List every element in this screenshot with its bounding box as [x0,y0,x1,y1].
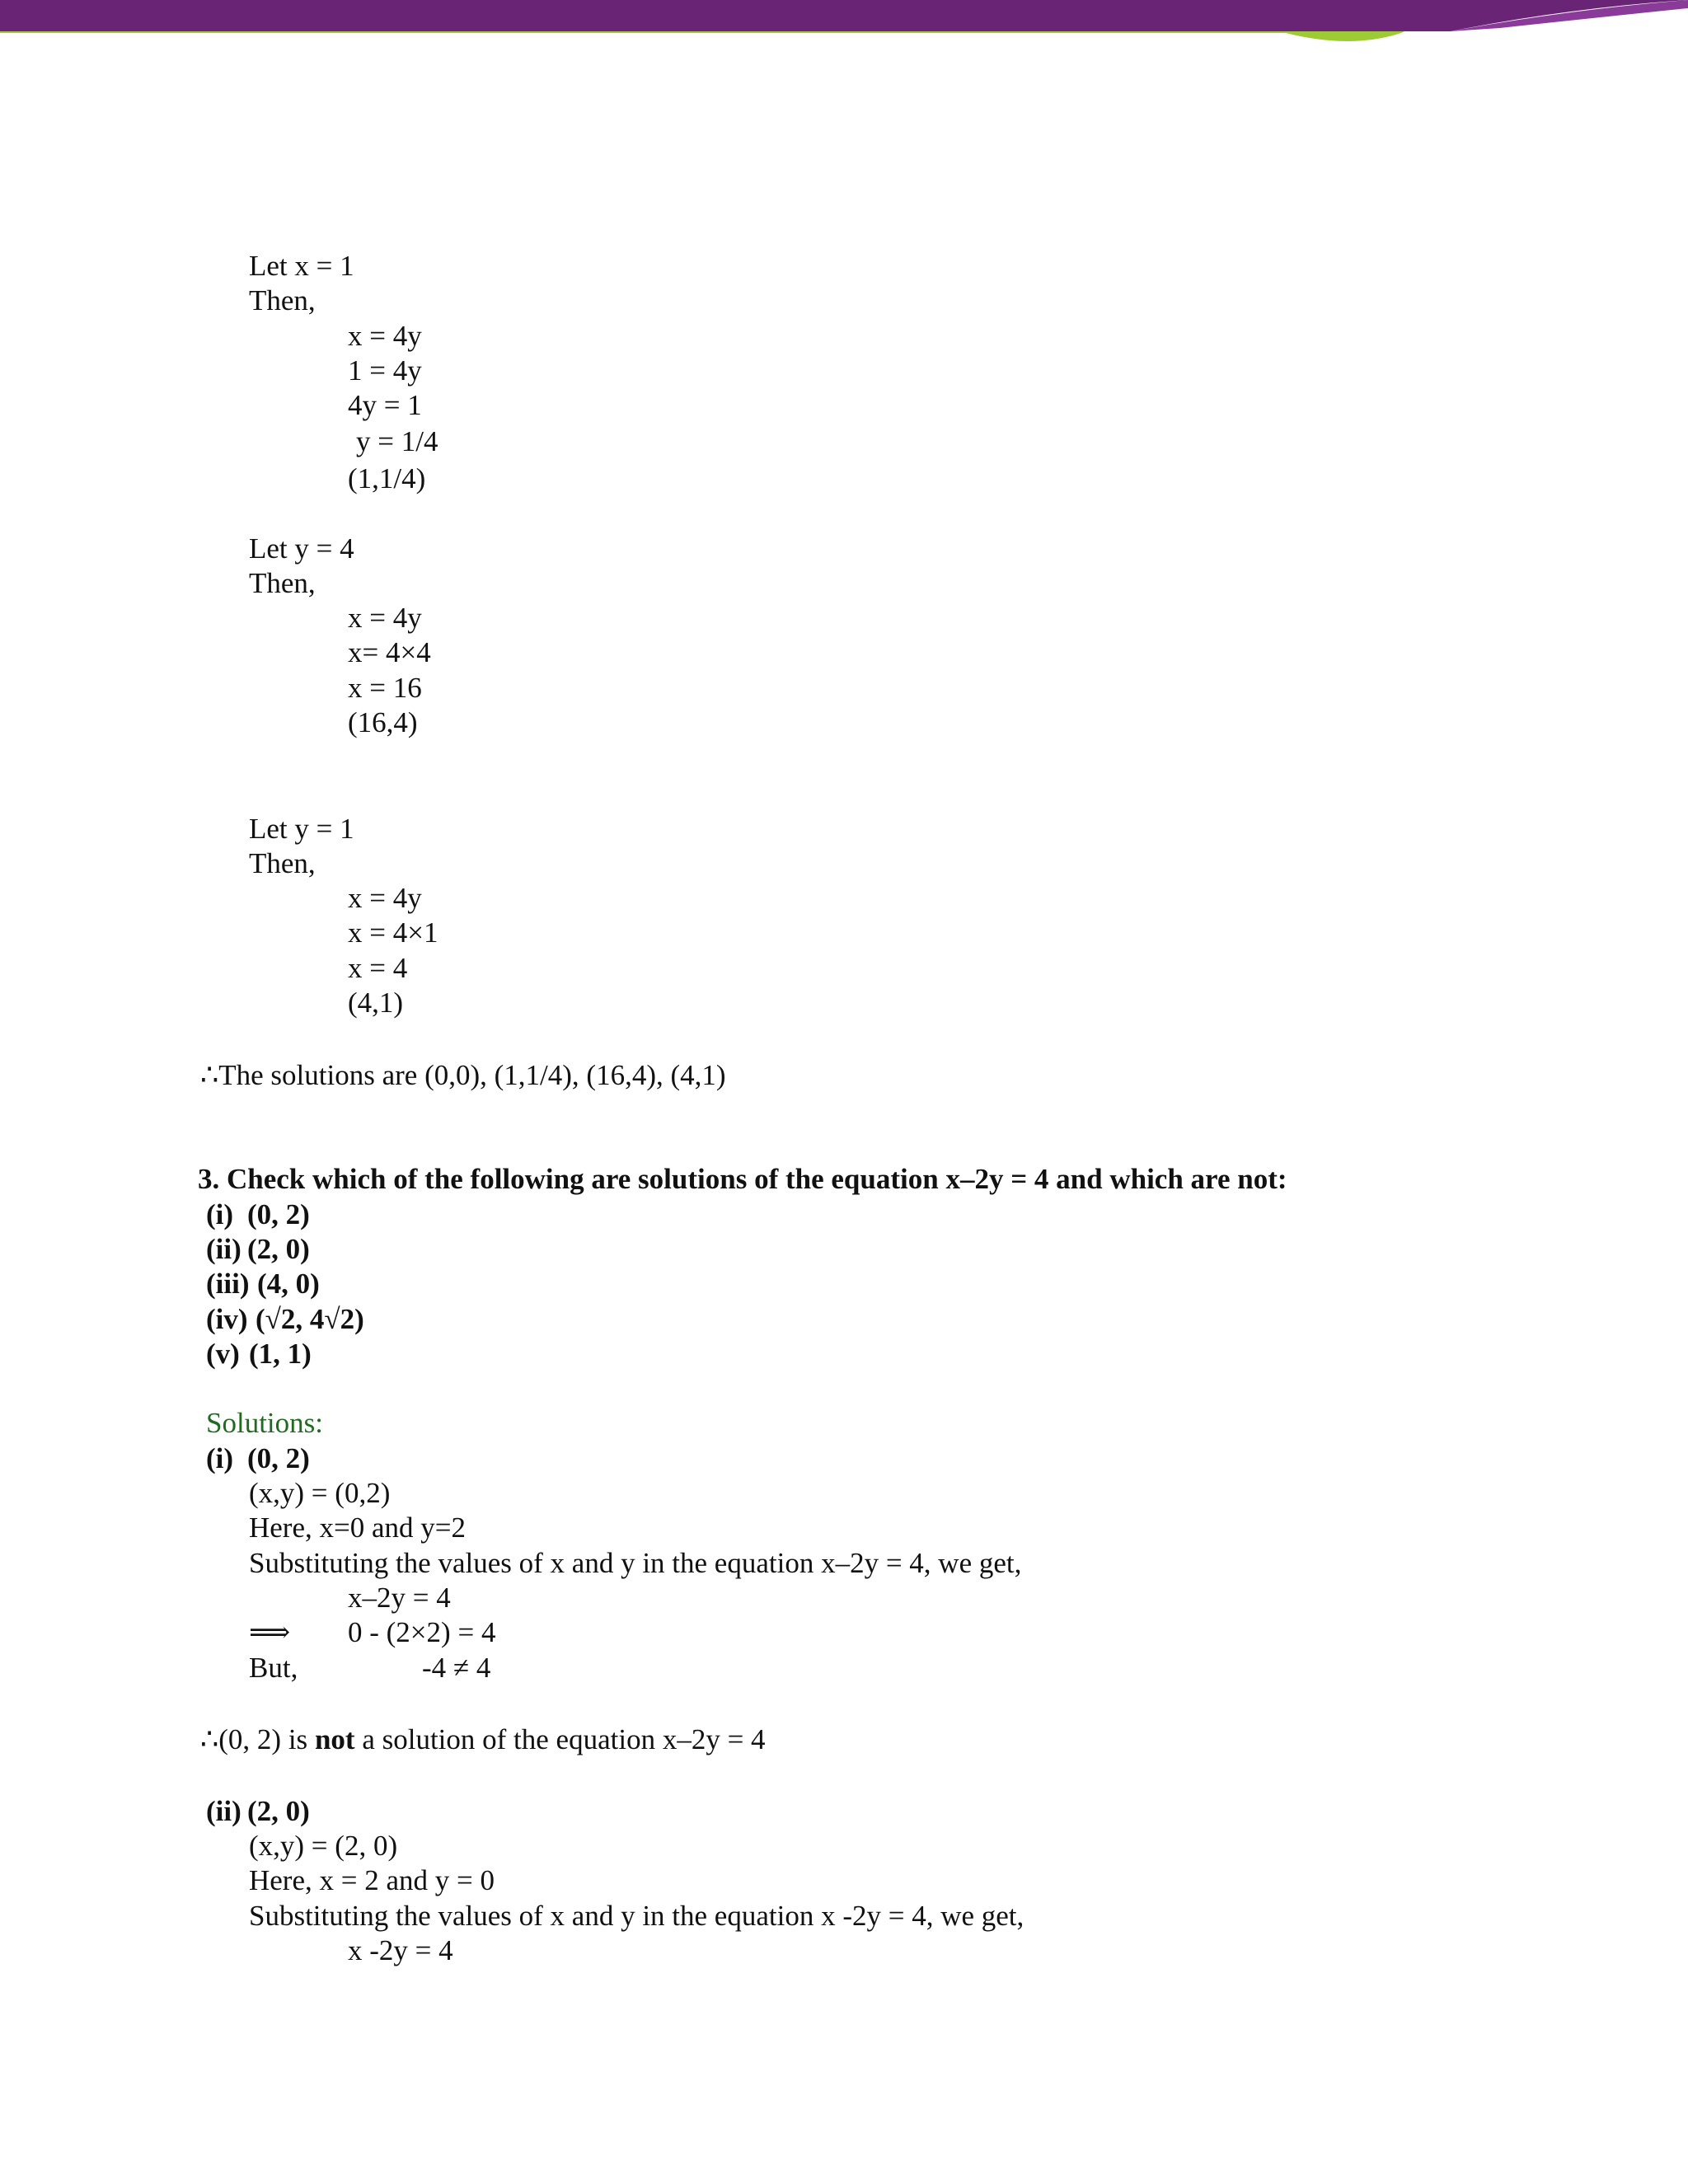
option-value: (4, 0) [257,1268,320,1300]
part-ii-value: (2, 0) [247,1795,310,1827]
option-label: (i) [206,1198,234,1230]
xy-pair: (x,y) = (0,2) [249,1477,391,1509]
conclusion-q2: ∴The solutions are (0,0), (1,1/4), (16,4), (4,1) [200,1059,726,1091]
part-i-label: (i) [206,1442,234,1474]
substituting-line: Substituting the values of x and y in the equation x–2y = 4, we get, [249,1547,1022,1579]
step-line: 1 = 4y [348,354,422,387]
option-label: (v) [206,1338,240,1370]
let-y-4: Let y = 4 [249,532,354,565]
but-label: But, [249,1652,298,1684]
here-line: Here, x=0 and y=2 [249,1511,467,1544]
solution-pair: (16,4) [348,706,418,738]
substituting-line: Substituting the values of x and y in the equation x -2y = 4, we get, [249,1900,1025,1932]
part-i-value: (0, 2) [247,1442,310,1474]
option-value: (1, 1) [249,1338,312,1370]
equation-line: x -2y = 4 [348,1934,453,1966]
header-band [0,0,1688,66]
let-x-1: Let x = 1 [249,250,354,282]
option-value: (0, 2) [247,1198,310,1230]
xy-pair: (x,y) = (2, 0) [249,1830,398,1862]
solutions-heading: Solutions: [206,1407,323,1439]
then-label: Then, [249,284,316,316]
then-label: Then, [249,567,316,599]
result-line: -4 ≠ 4 [422,1652,491,1684]
conclusion-text-end: a solution of the equation x–2y = 4 [354,1723,766,1755]
step-line: x= 4×4 [348,636,431,668]
equation-substituted: 0 - (2×2) = 4 [348,1616,496,1648]
step-line: x = 4y [348,882,422,914]
step-line: x = 4×1 [348,916,438,949]
conclusion-text-start: ∴(0, 2) is [200,1723,315,1755]
conclusion-emphasis: not [314,1723,355,1755]
header-primary-stripe [0,0,1688,31]
equation-line: x–2y = 4 [348,1582,451,1614]
option-label: (iii) [206,1268,250,1300]
step-line: x = 4y [348,320,422,352]
step-line: 4y = 1 [348,389,422,421]
let-y-1: Let y = 1 [249,813,354,845]
question-3-text: 3. Check which of the following are solutions of the equation x–2y = 4 and which are not: [198,1163,1287,1195]
step-line: x = 4y [348,602,422,634]
step-line: x = 16 [348,672,422,704]
option-label: (iv) [206,1303,248,1335]
step-line: x = 4 [348,952,408,984]
solution-pair: (1,1/4) [348,462,426,494]
solution-pair: (4,1) [348,987,404,1019]
implies-symbol: ⟹ [249,1616,291,1648]
conclusion-part-i [200,1722,766,1757]
step-line: y = 1/4 [356,425,438,457]
option-value: (√2, 4√2) [256,1303,364,1335]
then-label: Then, [249,847,316,879]
option-label: (ii) [206,1233,241,1265]
option-value: (2, 0) [247,1233,310,1265]
here-line: Here, x = 2 and y = 0 [249,1864,495,1896]
part-ii-label: (ii) [206,1795,241,1827]
